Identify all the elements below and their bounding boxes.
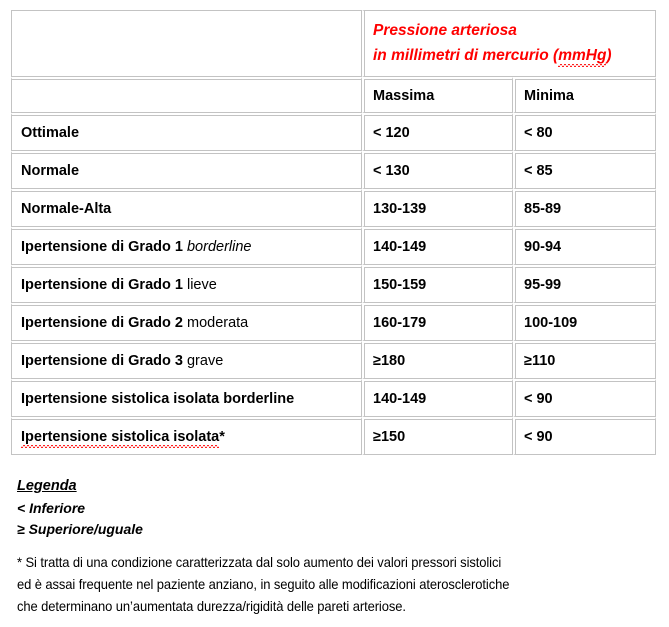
- table-row: [11, 189, 656, 227]
- row-category-label: Normale-Alta: [11, 189, 362, 227]
- row-category-label: [11, 265, 362, 303]
- footnote-line-3: che determinano un’aumentata durezza/rigidità delle pareti arteriose.: [17, 599, 406, 615]
- row-value-minima: < 90: [513, 417, 656, 455]
- table-row: [11, 379, 656, 417]
- row-value-minima: 100-109: [513, 303, 656, 341]
- row-category-label: Normale: [11, 151, 362, 189]
- legend-title: Legenda: [17, 478, 77, 494]
- legend-block: [17, 477, 657, 541]
- table-row: [11, 227, 656, 265]
- legend-title-wrap: [17, 477, 657, 498]
- row-label-asterisk: *: [219, 428, 225, 445]
- row-category-label: Ottimale: [11, 113, 362, 151]
- row-value-massima: ≥150: [362, 417, 513, 455]
- row-label-main: Ipertensione di Grado 2: [21, 314, 183, 331]
- legend-item-greater-equal: ≥ Superiore/uguale: [17, 521, 143, 538]
- table-row: [11, 265, 656, 303]
- header-title-line-2-prefix: in millimetri di mercurio (: [373, 46, 559, 64]
- row-label-qualifier: moderata: [186, 314, 249, 331]
- header-title-line-2: [373, 44, 646, 68]
- row-value-minima: 90-94: [513, 227, 656, 265]
- row-label-qualifier: lieve: [186, 276, 217, 293]
- row-label-italic-qualifier: borderline: [186, 238, 252, 255]
- header-title-line-2-suffix: ): [606, 46, 612, 64]
- row-value-massima: 140-149: [362, 227, 513, 265]
- footnote-block: [17, 552, 633, 618]
- header-empty-corner-cell: [11, 10, 362, 77]
- table-header-row-title: [11, 10, 656, 77]
- row-value-minima: < 80: [513, 113, 656, 151]
- row-category-label: [11, 417, 362, 455]
- row-label-qualifier: grave: [186, 352, 224, 369]
- row-label-main: Ipertensione di Grado 1: [21, 276, 183, 293]
- row-category-label: [11, 227, 362, 265]
- row-label-spellcheck: Ipertensione sistolica isolata: [21, 428, 220, 445]
- row-value-minima: < 90: [513, 379, 656, 417]
- row-value-massima: < 130: [362, 151, 513, 189]
- table-row: [11, 113, 656, 151]
- header-pressure-title-cell: [362, 10, 656, 77]
- table-row: [11, 417, 656, 455]
- row-label-main: Ipertensione di Grado 3: [21, 352, 183, 369]
- table-header-row-columns: [11, 77, 656, 113]
- row-value-massima: 160-179: [362, 303, 513, 341]
- row-category-label: [11, 341, 362, 379]
- row-value-massima: ≥180: [362, 341, 513, 379]
- footnote-line-1: * Si tratta di una condizione caratterizzata dal solo aumento dei valori pressori sistolici: [17, 555, 502, 570]
- row-value-massima: 150-159: [362, 265, 513, 303]
- column-header-massima: Massima: [362, 77, 513, 113]
- row-value-massima: 140-149: [362, 379, 513, 417]
- row-label-main: Ipertensione di Grado 1: [21, 238, 183, 255]
- row-value-massima: < 120: [362, 113, 513, 151]
- row-category-label: Ipertensione sistolica isolata borderline: [11, 379, 362, 417]
- column-header-minima: Minima: [513, 77, 656, 113]
- header-title-line-1: Pressione arteriosa: [373, 22, 517, 40]
- row-value-massima: 130-139: [362, 189, 513, 227]
- table-row: [11, 341, 656, 379]
- row-value-minima: 85-89: [513, 189, 656, 227]
- row-value-minima: < 85: [513, 151, 656, 189]
- header-sub-empty-cell: [11, 77, 362, 113]
- row-value-minima: 95-99: [513, 265, 656, 303]
- row-value-minima: ≥110: [513, 341, 656, 379]
- table-row: [11, 151, 656, 189]
- blood-pressure-classification-table: [11, 10, 656, 455]
- header-mmhg-spellcheck: mmHg: [558, 46, 607, 64]
- footnote-line-2: ed è assai frequente nel paziente anziano, in seguito alle modificazioni aterosclerotiche: [17, 577, 510, 593]
- legend-item-less-than: < Inferiore: [17, 500, 86, 516]
- table-row: [11, 303, 656, 341]
- row-category-label: [11, 303, 362, 341]
